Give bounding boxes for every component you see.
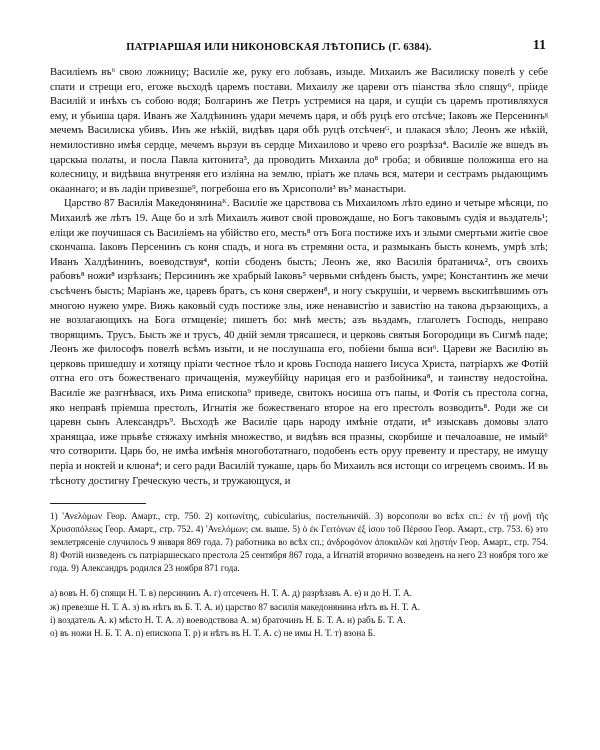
footnotes [50,510,548,575]
footnote-text: 1) 'Ανελόμων Геор. Амарт., стр. 750. 2) κοιτωνίτης, cubicularius, постельничій. 3) ворсополи во всѣх сп.: ἐν τῇ μονῇ τῆς Χρυσοπόλεως Геор. Амарт., стр. 752. 4) 'Ανελόμων; см. выше. 5) ὁ ἐκ Γειτόνων ἐξ ἰσου τοῦ Πέρσου Геор. Амарт., стр. 753. 6) это землетрясеніе случилось 9 января 869 года. 7) работника во всѣх сп.; ἀνδροφόνον ἀποκαλῶν καὶ λῃστήν Геор. Амарт., стр. 754. 8) Фотій низведенъ съ патріаршескаго престола 25 сентября 867 года, а Игнатій вторично возведенъ на него 23 ноября того же года. 9) Александръ родился 23 ноября 871 года. [50,511,548,574]
main-text [50,66,548,489]
paragraph: Василіемъ въ⁶ свою ложницу; Василіе же, руку его лобзавъ, изыде. Михаилъ же Василиску повелѣ у себе спати и стрещи его, егоже вьсходѣ царемъ постави. Михаилу же цареви отъ піанства зѣло спящу⁶, пріиде Василій и инѣхъ съ собою водя; Болгаринъ же Петръ устремися на царя, и сущіи съ царемъ противляхуся ему, и убьиша царя. Иванъ же Халдѣининъ удари мечемъ царя, и обѣ руцѣ его отсѣче; Іаковъ же Персенинъᵍ мечемъ Василиска убивъ. Инъ же нѣкій, видѣвъ царя обѣ руцѣ отсѣченᴳ, и плакася зѣло; Леонъ же нѣкій, немилостивно имѣя сердце, мечемъ вьрзуи въ сердце Михаилово и чрево его розрѣза⁴. Василіе же вшедъ въ царскыа полаты, и посла Павла китонита³, да проводить Михаила до⁸ гроба; и обвивше положиша его на колесницу, и видѣвша внутреняя его изліяна на землю, пріатъ же плачь вся, матери и сестрамъ рыдающимъ окааннаго; и въ ладіи привезше⁹, погребоша его въ Хрисополи³ въ³ манастыри. [50,67,548,195]
variant-line: о) въ ножи Н. Б. Т. А. п) епископа Т. р) и нѣтъ въ Н. Т. А. с) не имы Н. Т. т) взона Б. [50,628,376,639]
variant-line: а) вовъ Н. б) спящи Н. Т. в) персининъ А. г) отсеченъ Н. Т. А. д) разрѣзавъ А. е) и до Н. Т. А. [50,588,412,599]
footnote-divider [50,503,146,504]
variant-readings [50,587,548,640]
page [50,32,548,640]
variant-line: і) воздатель А. к) мѣсто Н. Т. А. л) воеводствова А. м) браточинъ Н. Б. Т. А. н) рабъ Б. Т. А. [50,614,406,625]
paragraph: Царство 87 Василія Македонянинаᴷ. Василіе же царствова съ Михаиломъ лѣто едино и четыре мѣсяци, по Михаилѣ же лѣтъ 19. Аще бо и злѣ Михаилъ живот свой провождаше, но Богъ таковымъ судія и вьздатель¹; еліци же поучишася съ Василіемъ на убійство его, месть⁸ отъ Бога постиже ихъ и злыми смертьми житіе свое скончаша. Іаковъ Персенинъ съ коня спадъ, и нога въ стремяни оста, и размыканъ бысть конемъ, умрѣ злѣ; Иванъ Халдѣининъ, воеводствуя⁴, копіи сбоденъ бысть; Леонъ же, яко Василія братаничѧ², отъ своихъ рабовъ⁸ ножи⁸ изрѣзанъ; Персининъ же храбрый Іаковъ⁵ червьми снѣденъ бысть, умре; Константинъ же мечи съсѣченъ бысть; Маріанъ же, царевъ братъ, съ коня свержен⁸, и ногу съкрушіи, и червемъ вьскипѣвшимъ отъ многою нужею умре. Вижь каковый судъ постиже злы, иже ненавистію и завистію на такова дързающихъ, а не возлагающихъ на Бога отмщеніе; пишетъ бо: мнѣ месть; азъ вьздамъ, глаголетъ Господь, неправо творящимъ. Трусъ. Бысть же и трусъ, 40 дній земля трясашеся, и церковь святыя Богородици въ Сигмѣ паде; Леонъ же философъ повелѣ всѣмъ изыти, и не послушаша его, побіени быша вси⁶. Цареви же Василію въ церковь пришедшу и хотящу пріати честное тѣло и кровь Господа нашего Іисуса Христа, патріархъ же Фотій отгна его отъ божественаго причащенія, мужеубійцу нарицая его и разбойника⁸, и таинству недостойна. Василіе же разгнѣвася, ихъ Рима епископа⁹ приведе, свитокъ носиша отъ папы, и Фотія съ престола согна, яко неправѣ пріемша престолъ, Игнатія же божественаго второе на его престолъ возводить⁸. Роди же си царевн сынъ Александръ⁹. Вьсходѣ же Василіе царь народу имѣніе отдати, и⁸ изыскавъ домовы злато хранящаа, иже прьвѣе стяжаху имѣнія множество, и видѣвъ вся празны, скорбише и печалоавше, не имый⁶ что сотворити. Царь бо, не имѣа имѣнія многоботатнаго, подобенъ есть оруу превенту и престару, не имущу періа и ноктей и клюна⁴; и сего ради Василій тужаше, царь бо Михаилъ вся истощи со игрецемъ своимъ. И вь тѣсноту достигну Греческую честь, и тружающуся, и [50,198,548,487]
page-number: 11 [532,38,546,53]
running-header [50,32,548,54]
running-title: ПАТРІАРШАЯ ИЛИ НИКОНОВСКАЯ ЛѢТОПИСЬ (Г. 6384). [126,42,432,53]
variant-line: ж) превезше Н. Т. А. з) въ нѣтъ въ Б. Т. А. и) царство 87 василія македонянина нѣтъ въ Н. Т. А. [50,601,420,612]
